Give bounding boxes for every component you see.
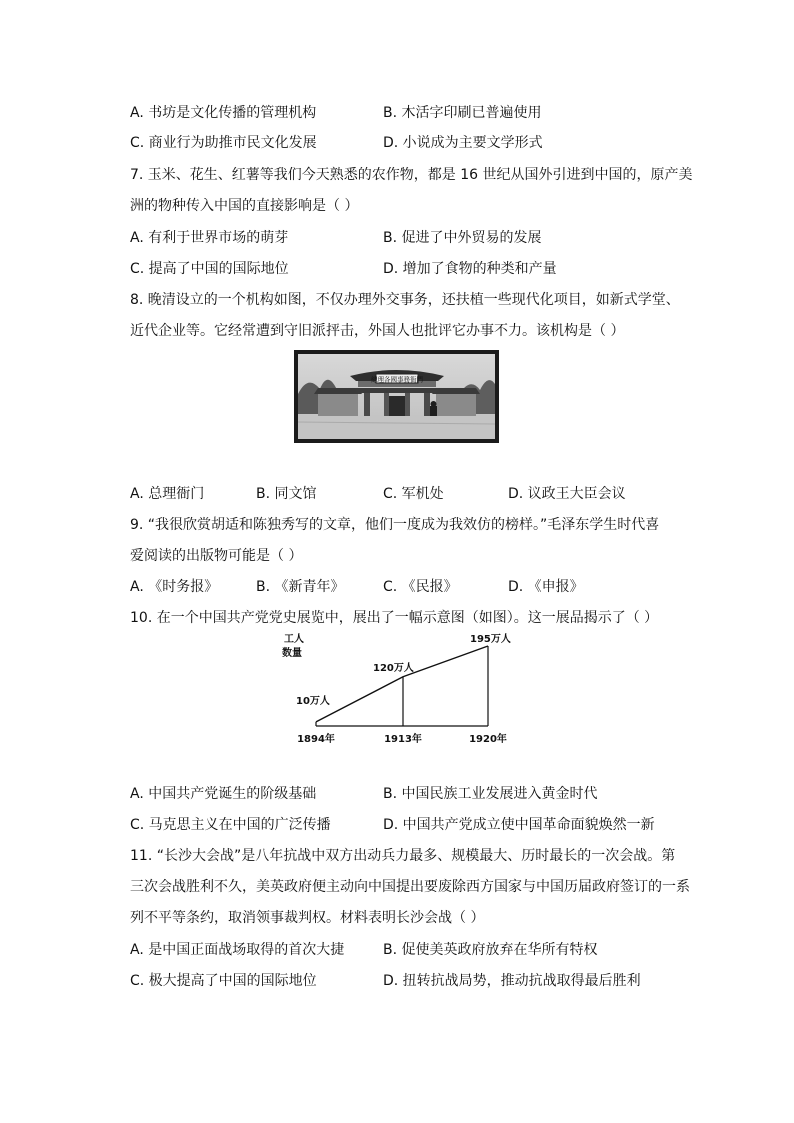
q9-option-b: B. 《新青年》 <box>256 579 345 595</box>
q7-option-c: C. 提高了中国的国际地位 <box>130 261 289 277</box>
q8-option-d: D. 议政王大臣会议 <box>508 486 626 502</box>
q11-option-c: C. 极大提高了中国的国际地位 <box>130 973 317 989</box>
q11-option-a: A. 是中国正面战场取得的首次大捷 <box>130 942 345 958</box>
q7-option-b: B. 促进了中外贸易的发展 <box>383 230 542 246</box>
q6-option-d: D. 小说成为主要文学形式 <box>383 135 543 151</box>
gate-sign-text: 總理各國事務衙門 <box>371 375 423 384</box>
chart-x-tick-1: 1913年 <box>384 734 422 745</box>
chart-ylabel-line1: 工人 <box>284 634 304 645</box>
zongli-yamen-photo <box>294 350 499 443</box>
q9-stem-line2: 爱阅读的出版物可能是（ ） <box>130 548 303 564</box>
q11-option-d: D. 扭转抗战局势，推动抗战取得最后胜利 <box>383 973 641 989</box>
chart-value-label-0: 10万人 <box>296 695 330 707</box>
q10-option-b: B. 中国民族工业发展进入黄金时代 <box>383 786 598 802</box>
q11-stem-line1: 11. “长沙大会战”是八年抗战中双方出动兵力最多、规模最大、历时最长的一次会战。第 <box>130 848 676 864</box>
q7-option-a: A. 有利于世界市场的萌芽 <box>130 230 289 246</box>
q10-option-c: C. 马克思主义在中国的广泛传播 <box>130 817 331 833</box>
chart-x-tick-2: 1920年 <box>469 734 507 745</box>
q9-stem-line1: 9. “我很欣赏胡适和陈独秀写的文章，他们一度成为我效仿的榜样。”毛泽东学生时代喜 <box>130 517 660 533</box>
q10-option-d: D. 中国共产党成立使中国革命面貌焕然一新 <box>383 817 655 833</box>
q8-stem-line2: 近代企业等。它经常遭到守旧派抨击，外国人也批评它办事不力。该机构是（ ） <box>130 323 625 339</box>
chart-value-label-2: 195万人 <box>470 634 511 645</box>
chart-ylabel-line2: 数量 <box>282 648 302 659</box>
q11-stem-line2: 三次会战胜利不久，美英政府便主动向中国提出要废除西方国家与中国历届政府签订的一系 <box>130 879 690 895</box>
q8-stem-line1: 8. 晚清设立的一个机构如图，不仅办理外交事务，还扶植一些现代化项目，如新式学堂、 <box>130 292 680 308</box>
q11-stem-line3: 列不平等条约，取消领事裁判权。材料表明长沙会战（ ） <box>130 910 485 926</box>
q6-option-c: C. 商业行为助推市民文化发展 <box>130 135 317 151</box>
q9-option-d: D. 《申报》 <box>508 579 584 595</box>
q9-option-c: C. 《民报》 <box>383 579 458 595</box>
q11-option-b: B. 促使美英政府放弃在华所有特权 <box>383 942 598 958</box>
q7-option-d: D. 增加了食物的种类和产量 <box>383 261 557 277</box>
chart-series-line <box>316 646 488 722</box>
q7-stem-line2: 洲的物种传入中国的直接影响是（ ） <box>130 198 359 214</box>
q9-option-a: A. 《时务报》 <box>130 579 219 595</box>
worker-count-chart <box>270 628 530 748</box>
q8-option-c: C. 军机处 <box>383 486 444 502</box>
q10-option-a: A. 中国共产党诞生的阶级基础 <box>130 786 317 802</box>
q7-stem-line1: 7. 玉米、花生、红薯等我们今天熟悉的农作物，都是 16 世纪从国外引进到中国的，原产美 <box>130 167 693 183</box>
gate-illustration <box>298 354 495 439</box>
q10-stem-line1: 10. 在一个中国共产党党史展览中，展出了一幅示意图（如图）。这一展品揭示了（ ） <box>130 610 659 626</box>
q6-option-b: B. 木活字印刷已普遍使用 <box>383 105 542 121</box>
q8-option-b: B. 同文馆 <box>256 486 317 502</box>
q8-option-a: A. 总理衙门 <box>130 486 205 502</box>
chart-value-label-1: 120万人 <box>373 662 414 674</box>
q6-option-a: A. 书坊是文化传播的管理机构 <box>130 105 317 121</box>
chart-x-tick-0: 1894年 <box>297 734 335 745</box>
